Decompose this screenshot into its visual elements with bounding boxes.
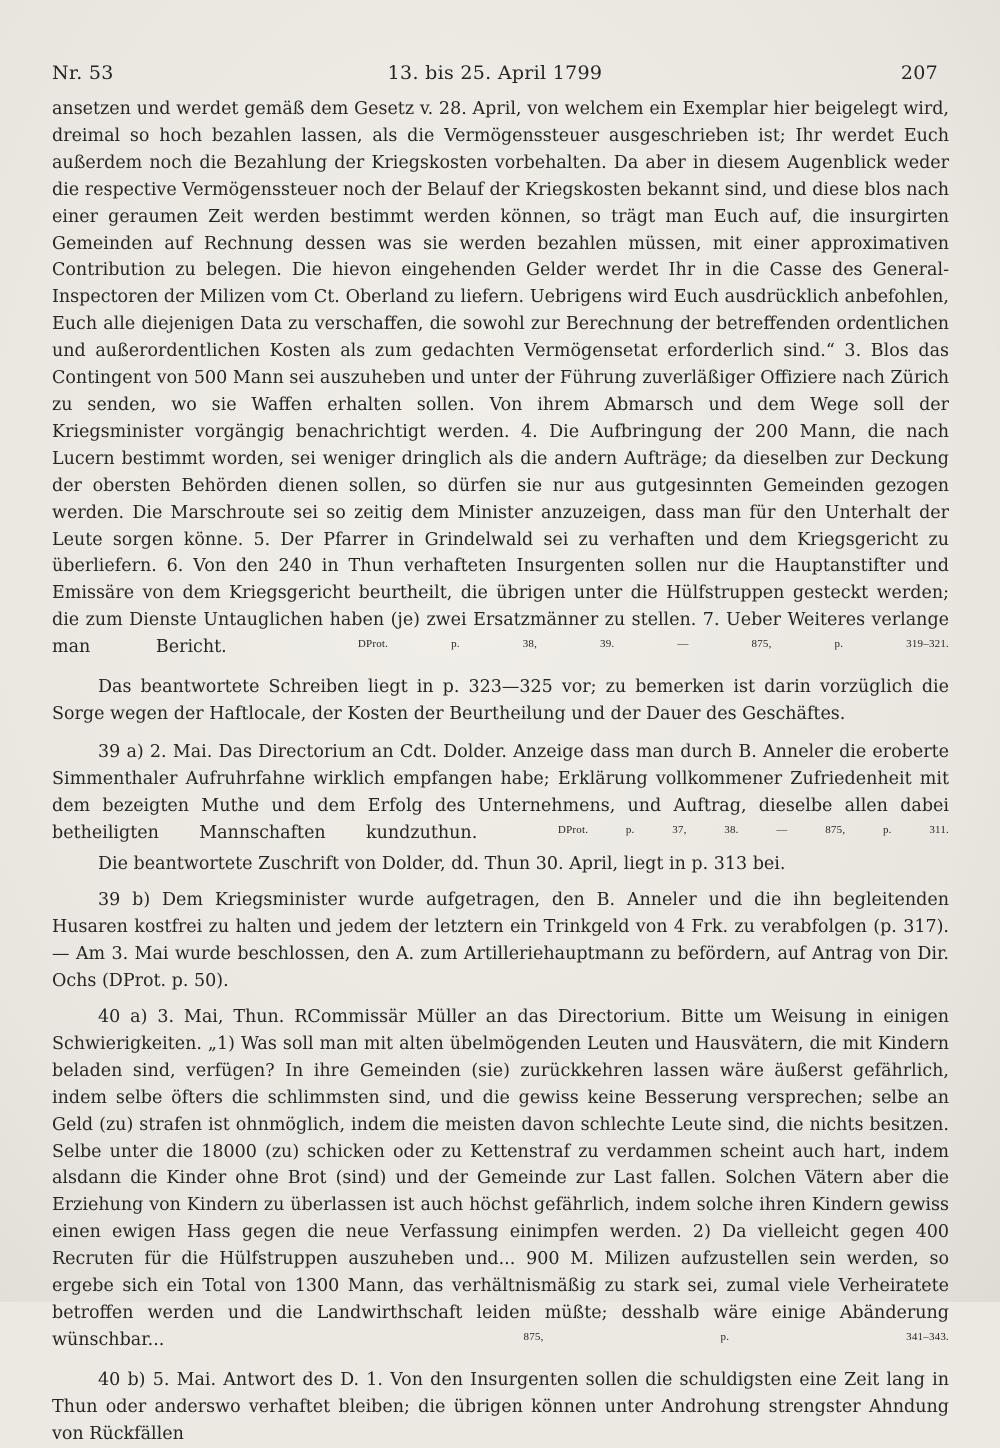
document-number: Nr. 53 xyxy=(52,62,114,84)
source-reference: DProt. p. 37, 38. — 875, p. 311. xyxy=(557,823,949,836)
paragraph-text: 40 a) 3. Mai, Thun. RCommissär Müller an das Directorium. Bitte um Weisung in einigen Schwierigkeiten. „1) Was soll man mit alten übelmögenden Leuten und Hausvätern, die mit Kindern beladen sind, verfügen? In ihre Gemeinden (sie) zurückkehren lassen wäre äußerst gefährlich, indem selbe öfters die schlimmsten sind, und die gewiss keine Besserung versprechen; selbe an Geld (zu) strafen ist ohnmöglich, indem die meisten davon schlechte Leute sind, die nichts besitzen. Selbe unter die 18000 (zu) schicken oder zu Kettenstraf zu verdammen scheint auch hart, indem alsdann die Kinder ohne Brot (sind) und der Gemeinde zur Last fallen. Solchen Vätern aber die Erziehung von Kindern zu überlassen ist auch höchst gefährlich, indem solche ihren Kindern gewiss einen ewigen Hass gegen die neue Verfassung einimpfen werden. 2) Da vielleicht gegen 400 Recruten für die Hülfstruppen auszuheben und... 900 M. Milizen aufzustellen sein werden, so ergebe sich ein Total von 1300 Mann, das verhältnismäßig zu stark sei, zumal viele Verheiratete betroffen werden und die Landwirthschaft leiden müßte; desshalb wäre einige Abänderung wünschbar... xyxy=(52,1007,949,1350)
source-reference: DProt. p. 38, 39. — 875, p. 319–321. xyxy=(357,638,949,651)
paragraph-entry-39b xyxy=(52,887,949,995)
paragraph-text: Das beantwortete Schreiben liegt in p. 323—325 vor; zu bemerken ist darin vorzüglich die Sorge wegen der Haftlocale, der Kosten der Beurtheilung und der Dauer des Geschäftes. xyxy=(52,677,949,724)
paragraph-text: Die beantwortete Zuschrift von Dolder, dd. Thun 30. April, liegt in p. 313 bei. xyxy=(98,854,786,875)
paragraph-entry-40b xyxy=(52,1367,949,1448)
paragraph-text: 40 b) 5. Mai. Antwort des D. 1. Von den Insurgenten sollen die schuldigsten eine Zeit lang in Thun oder anderswo verhaftet bleiben; die übrigen können unter Androhung strengster Ahndung von Rückfällen xyxy=(52,1369,949,1444)
paragraph-continuation xyxy=(52,96,949,663)
paragraph-note xyxy=(52,674,949,728)
page-header xyxy=(52,62,938,92)
paragraph-entry-39a xyxy=(52,739,949,849)
paragraph-text: ansetzen und werdet gemäß dem Gesetz v. 28. April, von welchem ein Exemplar hier beigelegt wird, dreimal so hoch bezahlen lassen, als die Vermögenssteuer ausgeschrieben ist; Ihr werdet Euch außerdem noch die Bezahlung der Kriegskosten vorbehalten. Da aber in diesem Augenblick weder die respective Vermögenssteuer noch der Belauf der Kriegskosten bekannt sind, und diese blos nach einer geraumen Zeit werden bestimmt werden können, so trägt man Euch auf, die insurgirten Gemeinden auf Rechnung dessen was sie werden bezahlen müssen, mit einer approximativen Contribution zu belegen. Die hievon eingehenden Gelder werdet Ihr in die Casse des General-Inspectoren der Milizen vom Ct. Oberland zu liefern. Uebrigens wird Euch ausdrücklich anbefohlen, Euch alle diejenigen Data zu verschaffen, die sowohl zur Berechnung der betreffenden ordentlichen und außerordentlichen Kosten als zum gedachten Vermögensetat erforderlich sind.“ 3. Blos das Contingent von 500 Mann sei auszuheben und unter der Führung zuverläßiger Offiziere nach Zürich zu senden, wo sie Waffen erhalten sollen. Von ihrem Abmarsch und dem Wege soll der Kriegsminister vorgängig benachrichtigt werden. 4. Die Aufbringung der 200 Mann, die nach Lucern bestimmt worden, sei weniger dringlich als die andern Aufträge; da dieselben zur Deckung der obersten Behörden dienen sollen, so dürfen sie nur aus gutgesinnten Gemeinden gezogen werden. Die Marschroute sei so zeitig dem Minister anzuzeigen, dass man für den Unterhalt der Leute sorgen könne. 5. Der Pfarrer in Grindelwald sei zu verhaften und dem Kriegsgericht zu überliefern. 6. Von den 240 in Thun verhafteten Insurgenten sollen nur die Hauptanstifter und Emissäre von dem Kriegsgericht beurtheilt, die übrigen unter die Hülfstruppen gesteckt werden; die zum Dienste Untauglichen haben (je) zwei Ersatzmänner zu stellen. 7. Ueber Weiteres verlange man Bericht. xyxy=(52,99,949,658)
page-number: 207 xyxy=(900,62,938,84)
paragraph-note xyxy=(52,851,949,878)
paragraph-text: 39 b) Dem Kriegsminister wurde aufgetragen, den B. Anneler und die ihn begleitenden Husaren kostfrei zu halten und jedem der letztern ein Trinkgeld von 4 Frk. zu verabfolgen (p. 317). — Am 3. Mai wurde beschlossen, den A. zum Artilleriehauptmann zu befördern, auf Antrag von Dir. Ochs (DProt. p. 50). xyxy=(52,890,949,992)
source-reference: 875, p. 341–343. xyxy=(523,1330,949,1343)
paragraph-text: 39 a) 2. Mai. Das Directorium an Cdt. Dolder. Anzeige dass man durch B. Anneler die eroberte Simmenthaler Aufruhrfahne wirklich empfangen habe; Erklärung vollkommener Zufriedenheit mit dem bezeigten Muthe und dem Erfolg des Unternehmens, und Auftrag, dieselbe allen dabei betheiligten Mannschaften kundzuthun. xyxy=(52,741,949,843)
date-range: 13. bis 25. April 1799 xyxy=(387,62,603,84)
document-body xyxy=(52,96,949,1448)
paragraph-entry-40a xyxy=(52,1004,949,1356)
